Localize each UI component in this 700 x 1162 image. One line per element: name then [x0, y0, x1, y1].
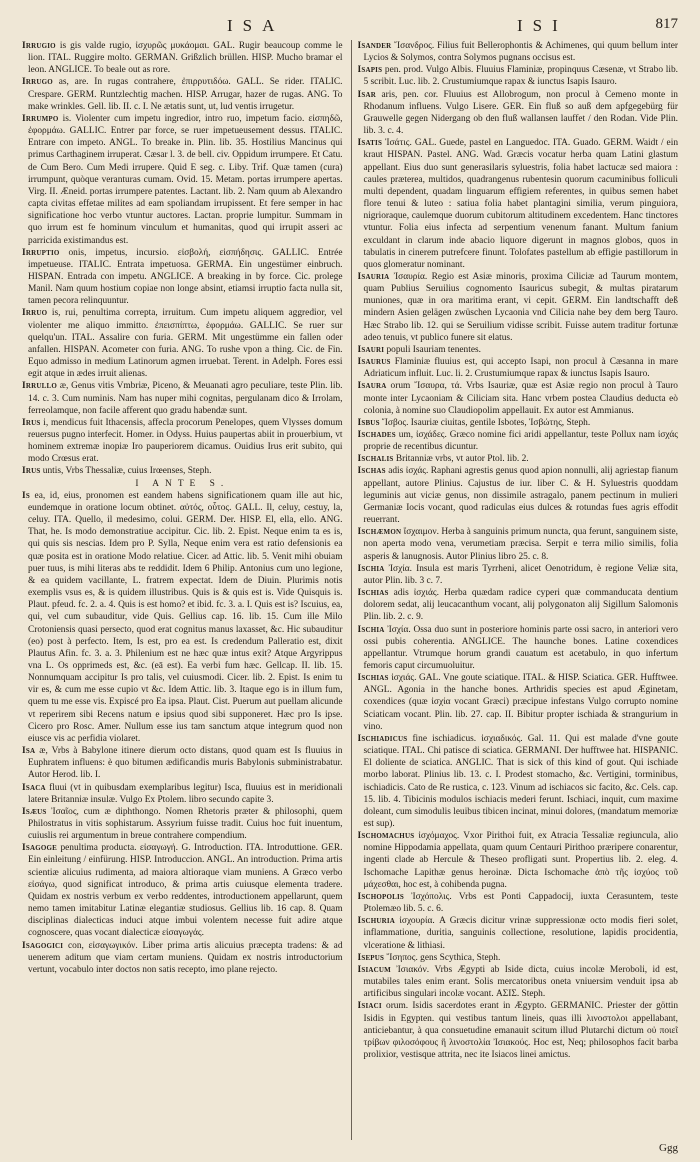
entry-text: adis ἰσχάς. Raphani agrestis genus quod apion nonnulli, alij agriestap fianum appellant, autore Plinius. Cajustus de iur. liber C. & H. Syluestris quoddam leguminis aut viciæ genus, non dissimile astragalo, panem pectinum in mulieri Germaniæ Iocis vocant, quod radiculas eius dulces & rotundas fues agris effodit reuerrant. — [363, 466, 678, 526]
entry-headword: Ischades — [357, 430, 396, 440]
entry-text: Ἴσβος. Isauriæ ciuitas, gentile Isbotes, Ἰσβώτης, Steph. — [382, 417, 591, 428]
dictionary-entry — [22, 745, 343, 781]
catchword: Ggg — [659, 1142, 678, 1154]
entry-text: Ἰσάτις. GAL. Guede, pastel en Languedoc. ITA. Guado. GERM. Waidt / ein kraut HISPAN. Pastel. ANG. Wad. Græcis vocatur herba quam Latini glastum appellant. Eius duo sunt generasilaris syluestris, folia habet lactucæ sed maiora : caules præterea, multidos, quadrangenus rubentesin quorum cacuminibus folliculi multi dependent, quadam linguarum effigiem referentes, in quibus semen habet flore tenui & luteo : satiua folia habet plantagini similia, verum pinguiora, nigrioraque, caulemque duorum cubitorum altitudinem excedentem. Hanc tinctores vtuntur. Folia eius infecta ad serpentium venenum fanant. Multum fanium exculdant in clarum inde abacio liquore digerunt in magnos globos, quos in tabulatis in cinerem putrefcere finunt. Tolofates pastellum ab effigie pastillorum in quos glomeratur nominant. — [363, 138, 678, 270]
entry-text: ἴσχαιμον. Herba à sanguinis primum nuncta, qua ferunt, sanguinem siste, non aperta modo vena, verumetiam præcisa. Serpit e terra milio similis, folia asperis & lanugnosis. Autor Plinius libro 25. c. 8. — [363, 527, 678, 562]
entry-headword: Ischia — [357, 624, 385, 635]
entry-headword: Isaurus — [357, 357, 391, 368]
entry-text: is, rui, penultima correpta, irruitum. Cum impetu aliquem aggredior, vel violenter me aliquo immitto. ἐπεισπίπτω, ἐφορμάω. GALLIC. Se ruer sur quelqu'un. ITAL. Assalire con furia. GERM. Mit ungestümme ein fallen oder anfallen. HISPAN. Acometer con furia. ANG. To rushe vpon a thing. Cic. de Fin. Equo admisso in medium Latinorum agmen irruebat. Terent. in Adelph. Fores essi egit atque in ædes irruit alienas. — [28, 308, 343, 380]
entry-text: ἰσχιάς. GAL. Vne goute sciatique. ITAL. & HISP. Sciatica. GER. Hufftwee. ANGL. Agonia in the hanche bones. Arthridis species est apud Æginetam, coxendices (quæ ἰσχία vocant Græci) præcipue infestans Vulgo corrupto nomine Sciaticam vocant. Plin. lib. 27. cap. II. Bibitur propter ischiada & strangurium in vino. — [363, 673, 678, 732]
column-divider — [351, 40, 352, 1140]
dictionary-entry — [358, 137, 679, 271]
entry-headword: Isagogici — [22, 940, 64, 951]
entry-text: populi Isauriam tenentes. — [386, 344, 481, 355]
entry-text: onis, impetus, incursio. εἰσβολή, εἰσπήδησις. GALLIC. Entrée impetueuse. ITALIC. Entrata impetuosa. GERMA. Ein ungestümer einbruch. HISPAN. Entrada con impetu. ANGLICE. A breaking in by force. Cic. prolege Manil. Nam quum hostium copiae non longe absint, etiamsi irruptio facta nulla sit, tamen pecora relinquuntur. — [28, 247, 343, 307]
entry-text: Flaminiæ fluuius est, qui accepto Isapi, non procul à Cæsanna in mare Adriaticum influit. Luc. li. 2. Crustumiumque rapax & iunctus Isapis Isauro. — [363, 357, 678, 380]
entry-text: ἰσχουρία. A Græcis dicitur vrinæ suppressionæ octo modis fieri solet, inflammatione, duritia, sanguinis collectione, resolutione, lapidis procidentia, vlceratione & lithiasi. — [363, 916, 678, 951]
dictionary-entry — [22, 113, 343, 247]
dictionary-entry — [358, 952, 679, 964]
entry-headword: Irrumpo — [22, 113, 59, 124]
dictionary-entry — [22, 490, 343, 745]
entry-text: Ἰσαῖος, cum æ diphthongo. Nomen Rhetoris præter & philosophi, quem Philostratus in vitis sophistarum. Assyrium fuisse tradit. Cuius hoc fuit inuentum, cuiuslis rei argumentum in breue contrahere compendium. — [28, 806, 343, 842]
page-number: 817 — [655, 16, 678, 32]
entry-text: Ἴσηπος. gens Scythica, Steph. — [386, 952, 501, 963]
left-column — [22, 40, 343, 1140]
dictionary-entry — [22, 478, 343, 490]
dictionary-entry — [358, 271, 679, 344]
dictionary-entry — [358, 587, 679, 623]
header-right: ISI — [517, 16, 568, 35]
dictionary-entry — [358, 380, 679, 416]
entry-text: æ, Genus vitis Vmbriæ, Piceno, & Meuanati agro peculiare, teste Plin. lib. 14. c. 3. Cum numinis. Nam has nuper mihi cognitas, pergulanam dico & Irrolam, ferreolamque, non facile afferent quo gradu habendæ sunt. — [28, 381, 343, 416]
entry-headword: Ischomachus — [357, 831, 415, 842]
entry-headword: Isauri — [357, 344, 385, 355]
entry-headword: Isa — [22, 746, 36, 757]
dictionary-entry — [358, 915, 679, 951]
entry-headword: Ischuria — [357, 916, 396, 927]
dictionary-entry — [358, 356, 679, 380]
entry-text: Ἰσχόπολις. Vrbs est Ponti Cappadocij, iuxta Cerasuntem, teste Ptolemæo lib. 5. c. 6. — [363, 891, 678, 915]
dictionary-entry — [22, 76, 343, 112]
dictionary-entry — [358, 964, 679, 1000]
entry-text: is. Violenter cum impetu ingredior, intro ruo, impetum facio. εἰσπηδῶ, ἐφορμάω. GALLIC. Entrer par force, se ruer impetueusement dessus. ITALIC. Entrare con impeto. ANGL. To breake in. Plin. lib. 35. Hostilius Mancinus qui primus Carthaginem irruperat. Cæsar l. 3. de bell. civ. Oppidum irrumpere. Et Catu. de Cum Bero. Cum Medi irrupere. Quid E seg. c. Liby. Trif. Quæ tamen (cura) irrumpunt, quòque veranturas cumam. Ovid. 15. Metam. portas irrumpere apertas. Virg. II. Æneid. portas irrumpere patentes. Lactant. lib. 2. Nam quum ab Alexandro capta civitas effetae milites ad eam spoliandam irrupissent. Et fere semper in hac significatione hoc verbo vtuntur auctores. Lactan. proprie lumpitur. Summam in quo irrum est fe hominum vinculum et humanitas, quod qui irrupit asseri ac parricida existimandus est. — [28, 113, 343, 246]
entry-text: ea, id, eius, pronomen est eandem habens significationem quam ille aut hic, eundemque in oratione locum obtinet. αὐτός, οὗτος. GALL. Il, celuy, cestuy, la, celuy. ITA. Quello, il medesimo, colui. GERM. Der. HISP. El, ella, ello. ANG. That, he. Is modo demonstratiue accipitur. Cic. lib. 2. Epist. Neque enim ta es is, qui quis sis nescias. Idem pro P. Sylla, Neque enim vera est ratio defensionis ea quæ posita est in oratione Modo relatiue. Cicer. ad Attic. lib. 5. Venit mihi obuiam puer tuus, is mihi literas abs te reddidit. Idem 6 Philip. Antonius cum uno legione, & ea quidem vacillante, L. fratrem expectat. Idem de Diuin. Plurimis notis exemplis vsus es, & is quidem illustribus. Quis is & quis est is. Vide Quisquis is. Plaut. pfeud. fc. 2. a. 4. Quis is est homo? et ibid. fc. 3. a. I. Quis est is? Iscuius, ea, qui, vel cum subauditur, vide Quis. Gellius cap. 16. lib. 15. Cum ille Milo Crotoniensis quasi persecto, quod erat cognitus manus laxasset, &c. Hic subauditur (eo) post à perfecto. Item, Is est, pro ea est. Is credendum Palleratio est, dixit Plautus Afin. fc. 3. a. 3. Philenium est ne hæc quæ intus exit? Atque Argyrippus vna L. Os opprimeds est, &c. (eā est). Ea verbi fum hæc. Gellcap. II. lib. 15. Nonnumquam accipitur Is pro talis, vel cuiusmodi. Cicer. lib. 2. Epist. Is enim tu vir es, & cum me esse cupio vt &c. Idem Attic. lib. 3. Itaque ego is in illum fum, quem tu me esse vis. Expiscé pro Ea ipsa. Plaut. Cist. Puerum aut puellam alicunde vt reperirem sibi Recens natum e ipsius quod sibi supponeret. Hæc pro Is ipse. Cicero pro Rosc. Amer. Nullum esse ius tam sanctum atque integrum quod non eiusce vis ac perfidia violaret. — [28, 490, 343, 744]
entry-headword: Irus — [22, 466, 41, 477]
dictionary-entry — [358, 344, 679, 356]
dictionary-entry — [358, 624, 679, 673]
entry-text: I ANTE S. — [135, 478, 230, 489]
entry-headword: Isæus — [22, 806, 47, 817]
entry-headword: Isatis — [357, 138, 383, 149]
entry-text: Ἰσχία. Ossa duo sunt in posteriore hominis parte ossi sacro, in anteriori vero ossi pubis coherentia. ANGLICE. The haunche bones. Latine coxendices appellantur. Vtrumque horum grandi cauatum est acetabulo, in quo infertum femoris caput circumuoluitur. — [363, 624, 678, 671]
dictionary-entry — [358, 453, 679, 465]
dictionary-entry — [358, 891, 679, 915]
entry-headword: Ischas — [357, 466, 386, 477]
dictionary-entry — [22, 806, 343, 842]
entry-headword: Ischalis — [357, 454, 394, 465]
entry-headword: Isaca — [22, 782, 46, 793]
entry-text: is gis valde rugio, ἰσχυρῶς μυκάομαι. GAL. Rugir beaucoup comme le lion. ITAL. Ruggire molto. GERMAN. Grißzlich brüllen. HISP. Mucho bramar el leon. ANGLICE. To beale out as rore. — [28, 41, 343, 76]
entry-headword: Isander — [357, 41, 392, 51]
entry-text: orum Ἴσαυρα, τά. Vrbs Isauriæ, quæ est Asiæ regio non procul à Tauro monte inter Lycaoniam & Ciliciam sita. Hanc vrbem postea Claudius deducta eò colonia, à nomine suo Claudiopolim appellauit. Ex autor est Ammianus. — [363, 381, 678, 416]
dictionary-entry — [22, 940, 343, 976]
entry-text: aris, pen. cor. Fluuius est Allobrogum, non procul à Cemeno monte in Rhodanum influens. Vulgo Lisere. GER. Ein fluß so auß dem apfgegebürg für Grauwelle gegen Nidergang ob den fluß wallansen lauffet / den Rodan. Vide Plin. lib. 3. c. 4. — [363, 89, 678, 137]
entry-headword: Ischopolis — [357, 891, 404, 902]
entry-headword: Isbus — [357, 417, 380, 428]
dictionary-entry — [22, 307, 343, 380]
entry-text: con, εἰσαγωγικόν. Liber prima artis alicuius præcepta tradens: & ad uenerem aditum que viam certam muniens. Quidam ex nostris introductorium vertunt, vocabulo inter doctos non satis recepto, imo plane rejecto. — [28, 940, 343, 975]
entry-text: Ἰσιακόν. Vrbs Ægypti ab Iside dicta, cuius incolæ Meroboli, id est, mutabiles tales enim erant. Solis mercatoribus oneta vniuersim venduit ipsa ab artificibus singulari incolæ vocant. ΑΣΙΣ. Steph. — [363, 964, 678, 1000]
dictionary-entry — [358, 526, 679, 562]
entry-text: as, are. In rugas contrahere, ἐπιρρυτιδόω. GALL. Se rider. ITALIC. Crespare. GERM. Runtzlechtig machen. HISP. Arrugar, hazer de rugas. ANG. To make wrinkles. Gell. lib. II. c. I. Ne ætatis sunt, ut, lud ventis irrugetur. — [28, 77, 343, 112]
entry-text: penultima producta. εἰσαγωγή. G. Introduction. ITA. Introduttione. GER. Ein einleitung / einfürung. HISP. Introduccion. ANGL. An introduction. Prima artis scientiæ alicuius rudimenta, ad maiora altioraque viam muniens. A Græco verbo εἰσάγω, quod significat introduco, & prima artis cuiusque elementa tradere. Quidam ex nostris verbum ex verbo reddentes, introductionem appellarunt, quem nemo tamen imitabitur Latinæ elegantiæ studiosus. Gellius lib. 16 cap. 8. Quam disciplinas dialecticas induci atque imbui volentem necesse fuit adire atque cognoscere, quas vocant dialecticæ εἰσαγωγάς. — [28, 843, 343, 939]
entry-headword: Isauria — [357, 271, 390, 282]
dictionary-entry — [22, 380, 343, 416]
header-left: ISA — [227, 16, 285, 35]
entry-headword: Isaura — [357, 381, 387, 392]
entry-headword: Irrullo — [22, 381, 57, 392]
entry-text: Britanniæ vrbs, vt autor Ptol. lib. 2. — [395, 454, 529, 465]
dictionary-entry — [358, 563, 679, 587]
dictionary-entry — [358, 417, 679, 429]
entry-headword: Isiaci — [357, 1001, 382, 1012]
entry-headword: Isepus — [357, 952, 385, 963]
entry-text: orum. Isidis sacerdotes erant in Ægypto. GERMANIC. Priester der göttin Isidis in Egypten. qui vestibus tantum lineis, quas illi λινοστολοι appellabant, anticiebantur, à qua consuetudine emanauit scitum illud Plutarchi dictum οὐ ποιεῖ τρίβων φιλοσόφους ἢ λινοστολία Ἰσιακούς. Hoc est, Neq; philosophos facit barba prolixior, vestisque attrita, nec ite Isiacos linei amictus. — [363, 1001, 678, 1060]
dictionary-entry — [22, 782, 343, 806]
entry-headword: Isar — [357, 89, 376, 100]
dictionary-entry — [358, 830, 679, 891]
dictionary-entry — [358, 1000, 679, 1061]
entry-headword: Irus — [22, 417, 41, 428]
dictionary-entry — [22, 465, 343, 477]
dictionary-entry — [358, 89, 679, 138]
entry-text: Ἴσανδρος. Filius fuit Bellerophontis & Achimenes, qui quum bellum inter Lycios & Solymos, contra Solymos pugnans occisus est. — [363, 41, 678, 64]
entry-headword: Ischias — [357, 588, 389, 599]
dictionary-entry — [22, 40, 343, 76]
entry-text: Ἰσαυρία. Regio est Asiæ minoris, proxima Ciliciæ ad Taurum montem, quam Publius Seruilius cognomento Isauricus subegit, & multas piratarum muniones, quæ in ora maritima erant, vi cepit. GERM. Ein landtschafft deß mindern Asien gelägen zwüschen Lycaonia vnd Cilicia nahe bey dem berg Tauro. Hæc Strabo lib. 12. qui se Seruilium vidisse scribit. Fuisse autem traditur fortunæ adeo tenuis, vt publico funere sit elatus. — [363, 271, 678, 343]
entry-text: pen. prod. Vulgo Albis. Fluuius Flaminiæ, propinquus Cæsenæ, vt Strabo lib. 5 scribit. Luc. lib. 2. Crustumiumque rapax & iunctus Isapis Isauro. — [363, 65, 678, 88]
dictionary-entry — [358, 672, 679, 733]
entry-text: fine ischiadicus. ἰσχιαδικός. Gal. 11. Qui est malade d'vne goute sciatique. ITAL. Chi patisce di sciatica. GERMANI. Der hufftwee hat. HISPANIC. El doliente de sciatica. ANGLIC. That is sick of this kind of gout. Qui ischiade morbo laborat. Plinius lib. 13. c. I. Prodest stomacho, &c. Vertigini, torminibus, ischiadicis. Cato de Re rustica, c. 123. Vinum ad ischiacos sic facito, &c. Cels. cap. 15. lib. 4. Tibicinis modulos ischiacis mederi ferunt. Ischiaci, inquit, cum maxime doleant, cum simodulis leuibus tibicen incinat, minui dolores, (mandatum memoriæ est sup). — [363, 733, 678, 829]
entry-headword: Ischiadicus — [357, 733, 408, 744]
entry-headword: Isapis — [357, 65, 383, 76]
entry-text: i, mendicus fuit Ithacensis, affecla procorum Penelopes, quem Vlysses domum reuersus pugno interfecit. Homer. in Odyss. Huius paupertas abiit in prouerbium, vt hominem extremæ inopiæ Iro pauperiorem dicamus. Ouidius Irus erit subito, qui modo Crœsus erat. — [28, 417, 343, 465]
dictionary-entry — [358, 40, 679, 64]
entry-headword: Ischæmon — [357, 527, 402, 538]
dictionary-entry — [22, 247, 343, 308]
entry-text: Ἰσχία. Insula est maris Tyrrheni, alicet Oenotridum, è regione Veliæ sita, autor Plin. lib. 3 c. 7. — [363, 563, 678, 586]
entry-headword: Ischia — [357, 563, 385, 574]
entry-headword: Irrugo — [22, 77, 53, 88]
right-column — [358, 40, 679, 1140]
dictionary-entry — [358, 465, 679, 526]
entry-headword: Irruo — [22, 308, 48, 319]
entry-text: untis, Vrbs Thessaliæ, cuius Irœenses, Steph. — [42, 466, 212, 477]
entry-headword: Is — [22, 490, 30, 501]
entry-headword: Isagoge — [22, 843, 58, 854]
entry-headword: Ischias — [357, 673, 389, 684]
entry-headword: Isiacum — [357, 964, 391, 975]
entry-text: fluui (vt in quibusdam exemplaribus legitur) Isca, fluuius est in meridionali latere Britanniæ insulæ. Vulgo Ex Ptolem. libro secundo capite 3. — [28, 782, 343, 805]
entry-headword: Irruptio — [22, 247, 60, 258]
running-header — [22, 16, 678, 40]
dictionary-entry — [22, 842, 343, 939]
dictionary-entry — [358, 429, 679, 453]
entry-headword: Irrugio — [22, 41, 56, 51]
entry-text: um, ἰσχάδες. Græco nomine fici aridi appellantur, teste Pollux nam ἰσχάς proprie de recentibus dicuntur. — [363, 430, 678, 453]
entry-text: æ, Vrbs à Babylone itinere dierum octo distans, quod quam est Is fluuius in Euphratem influens: è quo bitumen ædificandis muris Babylonis subministrabatur. Autor Herod. lib. I. — [28, 746, 343, 781]
dictionary-entry — [358, 64, 679, 88]
dictionary-entry — [358, 733, 679, 830]
entry-text: ἰσχόμαχος. Vxor Pirithoi fuit, ex Atracia Tessaliæ regiuncula, alio nomine Hippodamia appellata, quam quum Centauri Pirithoo præripere conarentur, ingenti clade ab Hercule & Theseo profligati sunt. Propertius lib. 2. eleg. 4. Ischomache Lapithæ genus heroinæ. Dicta Ischomache ἀπὸ τῆς ἰσχύος τοῦ μάχεσθαι, hoc est, à cohibenda pugna. — [363, 831, 678, 890]
entry-text: adis ἰσχιάς. Herba quædam radice cyperi quæ commanducata dentium dolorem sedat, alij leucacanthum vocant, alij polygonaton alij Sigillum Salomonis Plin. lib. 2. c. 9. — [363, 588, 678, 623]
dictionary-entry — [22, 417, 343, 466]
